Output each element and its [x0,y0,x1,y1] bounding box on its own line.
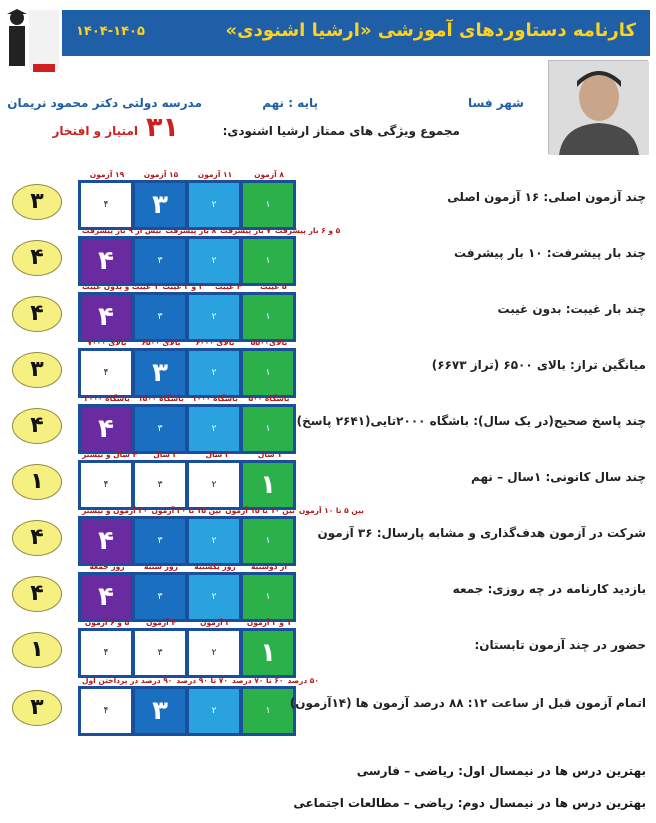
level-labels [82,394,294,403]
level-cell: ۴ [81,295,131,339]
level-cell: ۲ [189,407,239,451]
level-cell: ۲ [189,351,239,395]
level-cell: ۴ [81,689,131,733]
level-label: ۸ بار پیشرفت [165,226,217,235]
achievement-question: چند سال کانونی: ۱سال – نهم [471,470,646,484]
level-cell: ۳ [135,295,185,339]
level-cell: ۱ [243,463,293,507]
achievement-question: اتمام آزمون قبل از ساعت ۱۲: ۸۸ درصد آزمون ها (۱۴آزمون) [289,696,646,710]
level-grid [78,348,296,398]
level-label: ۶۰ تا ۷۰ درصد [231,676,284,685]
level-labels [82,450,294,459]
row-score-circle: ۴ [12,408,62,444]
achievement-question: چند بار پیشرفت: ۱۰ بار پیشرفت [454,246,646,260]
level-labels [82,618,294,627]
level-labels [82,338,294,347]
row-score-circle: ۴ [12,576,62,612]
level-cell: ۱ [243,631,293,675]
level-cell: ۱ [243,689,293,733]
level-label: روز شنبه [144,562,178,571]
level-label: روز جمعه [89,562,125,571]
achievement-row [0,450,656,510]
level-cell: ۱ [243,407,293,451]
academic-year: ۱۴۰۴-۱۴۰۵ [76,24,145,39]
level-grid [78,460,296,510]
achievement-row [0,226,656,286]
student-photo [548,60,648,154]
level-cell: ۳ [135,183,185,227]
level-label: ۱ سال [257,450,282,459]
level-grid [78,292,296,342]
level-label: ۴ غیبت [214,282,242,291]
achievement-row [0,506,656,566]
row-score-circle: ۴ [12,296,62,332]
level-grid [78,628,296,678]
level-label: بالای ۶۰۰۰ [195,338,235,347]
level-grid [78,516,296,566]
level-label: بین ۵ تا ۱۰ آزمون [298,506,364,515]
level-cell: ۴ [81,183,131,227]
achievement-row [0,394,656,454]
level-grid [78,404,296,454]
best-lessons-second-half: بهترین درس ها در نیمسال دوم: ریاضی – مطالعات اجتماعی [293,796,646,810]
level-label: بالای۵۵۰۰ [250,338,288,347]
level-label: ۵ غیبت [260,282,287,291]
level-labels [82,676,319,685]
level-label: باشگاه ۱۵۰۰ [138,394,184,403]
achievement-question: چند بار غیبت: بدون غیبت [497,302,646,316]
level-label: ۳ سال [153,450,178,459]
features-label: مجموع ویژگی های ممتاز ارشیا اشنودی: [222,124,460,138]
achievement-row [0,338,656,398]
level-grid [78,236,296,286]
achievement-question: حضور در چند آزمون تابستان: [474,638,646,652]
level-label: ۱۹ آزمون [89,170,125,179]
level-cell: ۳ [135,463,185,507]
header-bar [62,10,650,56]
achievement-row [0,618,656,678]
level-cell: ۳ [135,575,185,619]
level-cell: ۳ [135,351,185,395]
achievement-question: چند آزمون اصلی: ۱۶ آزمون اصلی [447,190,646,204]
level-cell: ۳ [135,689,185,733]
row-score-circle: ۳ [12,352,62,388]
row-score-circle: ۴ [12,520,62,556]
level-label: ۴ سال و بیشتر [82,450,138,459]
level-cell: ۱ [243,239,293,283]
level-label: ۵ و ۶ بار پیشرفت [274,226,341,235]
level-label: ۱ غیبت و بدون غیبت [82,282,159,291]
level-cell: ۴ [81,519,131,563]
level-cell: ۴ [81,407,131,451]
level-cell: ۲ [189,689,239,733]
total-score: ۳۱ [146,112,179,143]
level-cell: ۴ [81,239,131,283]
level-grid [78,572,296,622]
row-score-circle: ۴ [12,240,62,276]
achievement-question: چند پاسخ صحیح(در یک سال): باشگاه ۲۰۰۰تایی(۲۶۴۱ پاسخ) [296,414,646,428]
level-cell: ۳ [135,407,185,451]
grade: پایه : نهم [262,96,318,110]
level-label: ۱ و ۲ آزمون [246,618,292,627]
level-labels [82,226,341,235]
level-label: بین ۱۰ تا ۱۵ آزمون [225,506,295,515]
level-cell: ۲ [189,631,239,675]
level-cell: ۱ [243,575,293,619]
city: شهر فسا [468,96,524,110]
report-title: کارنامه دستاوردهای آموزشی «ارشیا اشنودی» [225,20,636,41]
level-label: ۷۰ تا ۹۰ درصد [176,676,228,685]
level-label: ۸ آزمون [254,170,284,179]
level-label: ۳ و ۲ غیبت [162,282,204,291]
level-cell: ۴ [81,351,131,395]
kanoon-logo [3,4,61,82]
level-labels [82,562,294,571]
level-label: بالای ۷۰۰۰ [87,338,127,347]
level-cell: ۲ [189,519,239,563]
level-cell: ۳ [135,239,185,283]
level-label: باشگاه ۱۰۰۰ [192,394,238,403]
level-cell: ۲ [189,463,239,507]
row-score-circle: ۱ [12,464,62,500]
level-label: ۲ سال [205,450,230,459]
level-cell: ۲ [189,239,239,283]
row-score-circle: ۳ [12,184,62,220]
level-cell: ۱ [243,183,293,227]
level-cell: ۳ [135,631,185,675]
achievement-row [0,562,656,622]
achievement-row [0,282,656,342]
level-label: ۱۱ آزمون [197,170,233,179]
level-cell: ۱ [243,351,293,395]
level-label: باشگاه ۲۰۰۰ [84,394,130,403]
achievement-row [0,170,656,230]
achievement-question: میانگین تراز: بالای ۶۵۰۰ (تراز ۶۶۷۳) [431,358,646,372]
level-cell: ۴ [81,631,131,675]
level-labels [82,506,364,515]
level-labels [82,170,294,179]
level-label: بالای ۶۵۰۰ [141,338,181,347]
level-cell: ۴ [81,463,131,507]
level-cell: ۴ [81,575,131,619]
level-label: ۹۰ درصد در پرداختن اول [82,676,173,685]
level-cell: ۱ [243,295,293,339]
level-label: ۵۰ درصد [287,676,319,685]
level-cell: ۲ [189,183,239,227]
level-label: ۱۵ آزمون [143,170,179,179]
level-label: ۲۰ آزمون و بیشتر [82,506,148,515]
score-label: امتیاز و افتخار [52,124,138,138]
row-score-circle: ۳ [12,690,62,726]
level-cell: ۲ [189,575,239,619]
level-label: ۵ و ۶ آزمون [84,618,130,627]
achievement-question: شرکت در آزمون هدف‌گذاری و مشابه پارسال: ۳۶ آزمون [317,526,646,540]
level-label: روز یکشنبه [194,562,236,571]
level-label: ۴ آزمون [146,618,176,627]
level-label: از دوشنبه [250,562,288,571]
school-name: مدرسه دولتی دکتر محمود نریمان [7,96,202,110]
level-cell: ۲ [189,295,239,339]
level-label: بیش از ۹ بار پیشرفت [82,226,162,235]
level-label: بین ۱۵ تا ۲۰ آزمون [151,506,222,515]
level-grid [78,686,296,736]
level-labels [82,282,294,291]
level-label: ۳ آزمون [200,618,230,627]
level-cell: ۳ [135,519,185,563]
best-lessons-first-half: بهترین درس ها در نیمسال اول: ریاضی – فارسی [356,764,646,778]
achievement-question: بازدید کارنامه در چه روزی: جمعه [452,582,646,596]
achievement-row [0,676,656,736]
level-label: ۷ بار پیشرفت [220,226,271,235]
level-grid [78,180,296,230]
level-cell: ۱ [243,519,293,563]
level-label: باشگاه ۵۰۰ [248,394,290,403]
row-score-circle: ۱ [12,632,62,668]
